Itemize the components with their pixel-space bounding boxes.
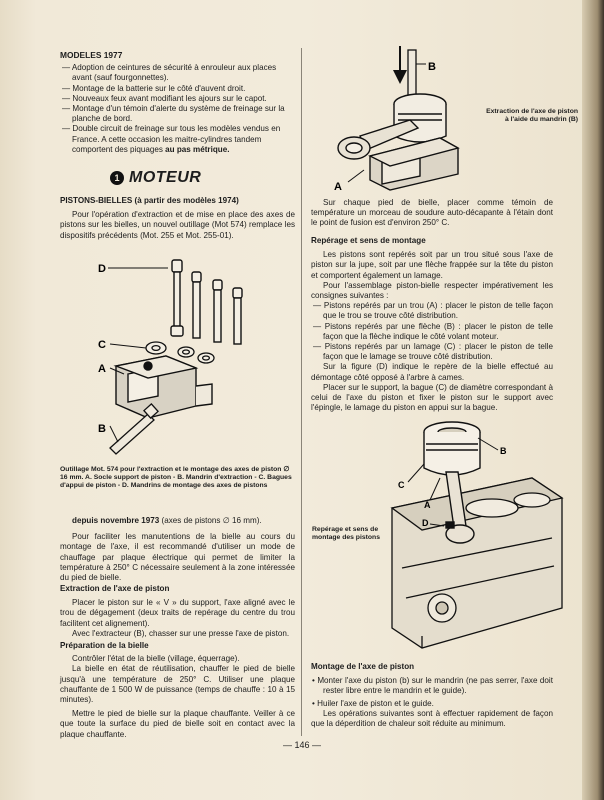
engine-caption: Repérage et sens de montage des pistons [312, 526, 380, 541]
models-1977-heading: MODELES 1977 [60, 50, 123, 60]
extraction-label-a: A [334, 181, 342, 193]
models-item: — Adoption de ceintures de sécurité à enrouleur aux places avant (sauf fourgonnettes). [62, 63, 277, 83]
section-number-badge: 1 [110, 171, 124, 185]
extraction-p1: Placer le piston sur le « V » du support, l'axe aligné avec le trou de dégagement (deux traits de repérage du centre du trou facilitent cet alignement). [60, 598, 295, 628]
extraction-heading: Extraction de l'axe de piston [60, 584, 170, 593]
temoin-block [311, 198, 553, 229]
extraction-illustration [330, 44, 480, 194]
reperage-p3: Sur la figure (D) indique le repère de la bielle effectué au démontage côté opposé à l'arbre à cames. [311, 362, 553, 382]
preparation-p3: Mettre le pied de bielle sur la plaque chauffante. Veiller à ce que toute la surface du pied de bielle soit en contact avec la plaque chauffante. [60, 709, 295, 739]
page-spine-shadow [582, 0, 604, 800]
reperage-item: — Pistons repérés par une flèche (B) : placer le piston de telle façon que la flèche indique le côté volant moteur. [313, 321, 554, 341]
tools-caption: Outillage Mot. 574 pour l'extraction et le montage des axes de piston ∅ 16 mm. A. Socle support de piston - B. Mandrin d'extraction - C. Bagues d'appui de piston - D. Mandrins de montage des axes de pistons [60, 466, 292, 489]
models-item: — Montage de la batterie sur le côté d'auvent droit. [62, 83, 246, 93]
models-item: — Double circuit de freinage sur tous les modèles vendus en France. A cette occasion les maitre-cylindres tandem comportent des piquages au pas métrique. [62, 124, 281, 154]
models-item: — Montage d'un témoin d'alerte du système de freinage sur la planche de bord. [62, 104, 285, 124]
montage-heading: Montage de l'axe de piston [311, 662, 415, 671]
tools-label-d: D [98, 263, 106, 275]
models-1977-block [60, 50, 295, 155]
engine-label-c: C [398, 480, 405, 490]
preparation-heading: Préparation de la bielle [60, 641, 149, 650]
temoin-para: Sur chaque pied de bielle, placer comme témoin de température un morceau de soudure auto-décapante à l'étain dont le point de fusion est d'environ 250° C. [311, 198, 553, 228]
pistons-block [60, 196, 295, 241]
montage-item: • Monter l'axe du piston (b) sur le mandrin (ne pas serrer, l'axe doit rester libre entre le mandrin et le guide). [312, 676, 553, 696]
engine-label-b: B [500, 446, 507, 456]
tools-label-a: A [98, 363, 106, 375]
montage-item: • Huiler l'axe de piston et le guide. [312, 698, 434, 708]
tools-label-b: B [98, 423, 106, 435]
tools-illustration [88, 256, 288, 461]
section-title: MOTEUR [129, 169, 202, 186]
preparation-p1: Contrôler l'état de la bielle (village, équerrage). [72, 654, 240, 664]
preparation-block [60, 641, 295, 740]
reperage-item: — Pistons repérés par un lamage (C) : placer le piston de telle façon que le lamage se trouve côté distribution. [313, 342, 554, 362]
extraction-caption: Extraction de l'axe de piston à l'aide du mandrin (B) [486, 108, 578, 123]
engine-illustration [382, 408, 568, 658]
reperage-heading: Repérage et sens de montage [311, 236, 426, 245]
engine-label-a: A [424, 500, 431, 510]
reperage-item: — Pistons repérés par un trou (A) : placer le piston de telle façon que le trou se trouve côté distribution. [313, 301, 554, 321]
pistons-intro: Pour l'opération d'extraction et de mise en place des axes de pistons sur les bielles, un nouvel outillage (Mot 574) remplace les dispositifs précédents (Mot. 255 et Mot. 255-01). [60, 210, 295, 240]
pistons-heading: PISTONS-BIELLES (à partir des modèles 1974) [60, 196, 239, 205]
montage-p1: Les opérations suivantes sont à effectuer rapidement de façon que la déperdition de chaleur soit réduite au minimum. [311, 708, 553, 729]
depuis-lead: depuis novembre 1973 (axes de pistons ∅ 16 mm). [72, 516, 262, 525]
engine-label-d: D [422, 518, 429, 528]
models-item: — Nouveaux feux avant modifiant les ajours sur le capot. [62, 93, 267, 103]
reperage-p4: Placer sur le support, la bague (C) de diamètre correspondant à celui de l'axe du piston et fixer le piston sur le support avec l'épingle, le lamage du piston en appui sur la bague. [311, 382, 553, 413]
preparation-p2: La bielle en état de réutilisation, chauffer le pied de bielle jusqu'à une température de 250° C. Utiliser une plaque chauffante de 1 500 W de puissance (temps de chauffe : 10 à 15 minutes). [60, 664, 295, 705]
column-divider [301, 48, 302, 736]
section-heading-moteur [110, 169, 201, 187]
reperage-block [311, 236, 553, 413]
montage-block [311, 662, 553, 729]
depuis-block [60, 516, 295, 583]
reperage-p2: Pour l'assemblage piston-bielle respecter impérativement les consignes suivantes : [311, 280, 553, 301]
reperage-p1: Les pistons sont repérés soit par un trou situé sous l'axe de piston sur la jupe, soit par une flèche frappée sur la tête du piston et comportent également un lamage. [311, 250, 553, 280]
extraction-p2: Avec l'extracteur (B), chasser sur une presse l'axe de piston. [72, 628, 290, 638]
tools-label-c: C [98, 339, 106, 351]
page-number: — 146 — [282, 740, 322, 750]
extraction-label-b: B [428, 61, 436, 73]
depuis-para: Pour faciliter les manutentions de la bielle au cours du montage de l'axe, il est recommandé d'utiliser un mode de chauffage par plaque électrique qui permet de limiter la température à 250° C nécessaire seulement à la zone intéressée du pied de bielle. [60, 532, 295, 583]
extraction-block [60, 584, 295, 639]
